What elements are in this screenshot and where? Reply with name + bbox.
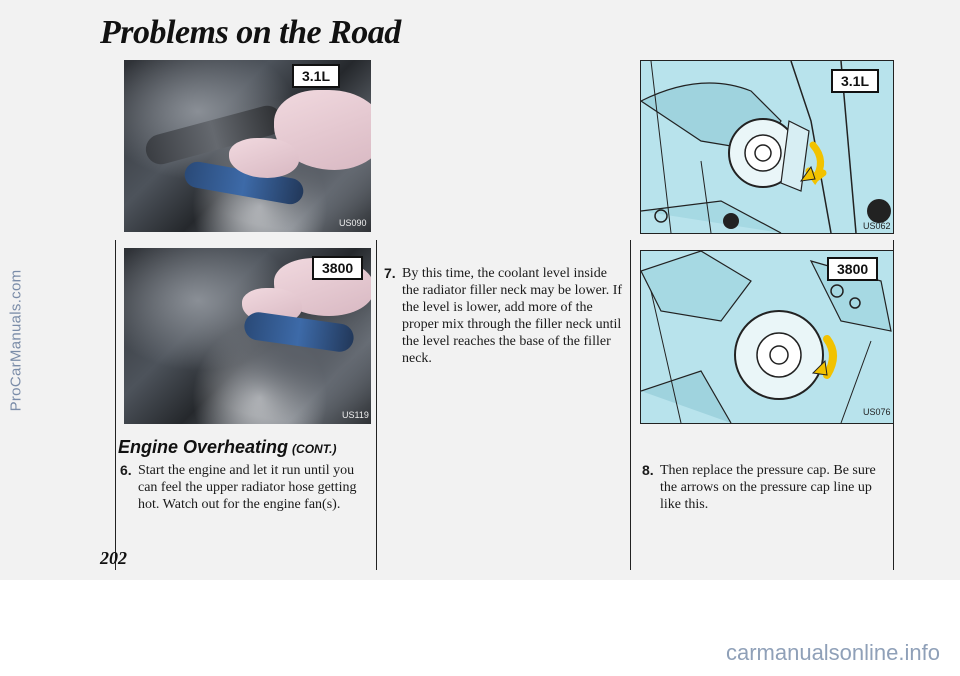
side-watermark: ProCarManuals.com: [7, 269, 25, 411]
column-rule-right: [630, 240, 631, 570]
engine-badge: 3800: [312, 256, 363, 280]
page-title: Problems on the Road: [100, 14, 401, 51]
radiator-hose: [243, 310, 356, 353]
figure-code: US076: [863, 407, 891, 417]
step-text: Then replace the pressure cap. Be sure the arrows on the pressure cap line up like this.: [660, 463, 876, 512]
figure-code: US062: [863, 221, 891, 231]
section-heading-suffix: (CONT.): [292, 442, 337, 456]
figure-code: US090: [339, 218, 367, 228]
section-heading: [118, 437, 336, 458]
pressure-cap-diagram-3-1l: [640, 60, 894, 234]
step-6: [120, 462, 368, 513]
step-7: [384, 265, 624, 367]
engine-photo-3-1l: [124, 60, 371, 232]
step-text: By this time, the coolant level inside the radiator filler neck may be lower. If the level is lower, add more of the proper mix through the filler neck until the level reaches the base of the filler neck.: [402, 266, 623, 366]
engine-badge: 3.1L: [292, 64, 340, 88]
step-number: 6.: [120, 462, 132, 478]
engine-badge: 3.1L: [831, 69, 879, 93]
step-number: 7.: [384, 265, 396, 281]
column-rule-left: [115, 240, 116, 570]
bottom-watermark: carmanualsonline.info: [725, 640, 940, 665]
engine-photo-3800: [124, 248, 371, 424]
page-number: 202: [100, 548, 127, 568]
step-number: 8.: [642, 462, 654, 478]
pressure-cap-diagram-3800: [640, 250, 894, 424]
figure-code: US119: [342, 410, 369, 420]
column-rule-middle: [376, 240, 377, 570]
engine-badge: 3800: [827, 257, 878, 281]
step-text: Start the engine and let it run until you can feel the upper radiator hose getting hot. Watch out for the engine fan(s).: [138, 463, 357, 512]
step-8: [642, 462, 882, 513]
section-heading-text: Engine Overheating: [118, 437, 289, 457]
